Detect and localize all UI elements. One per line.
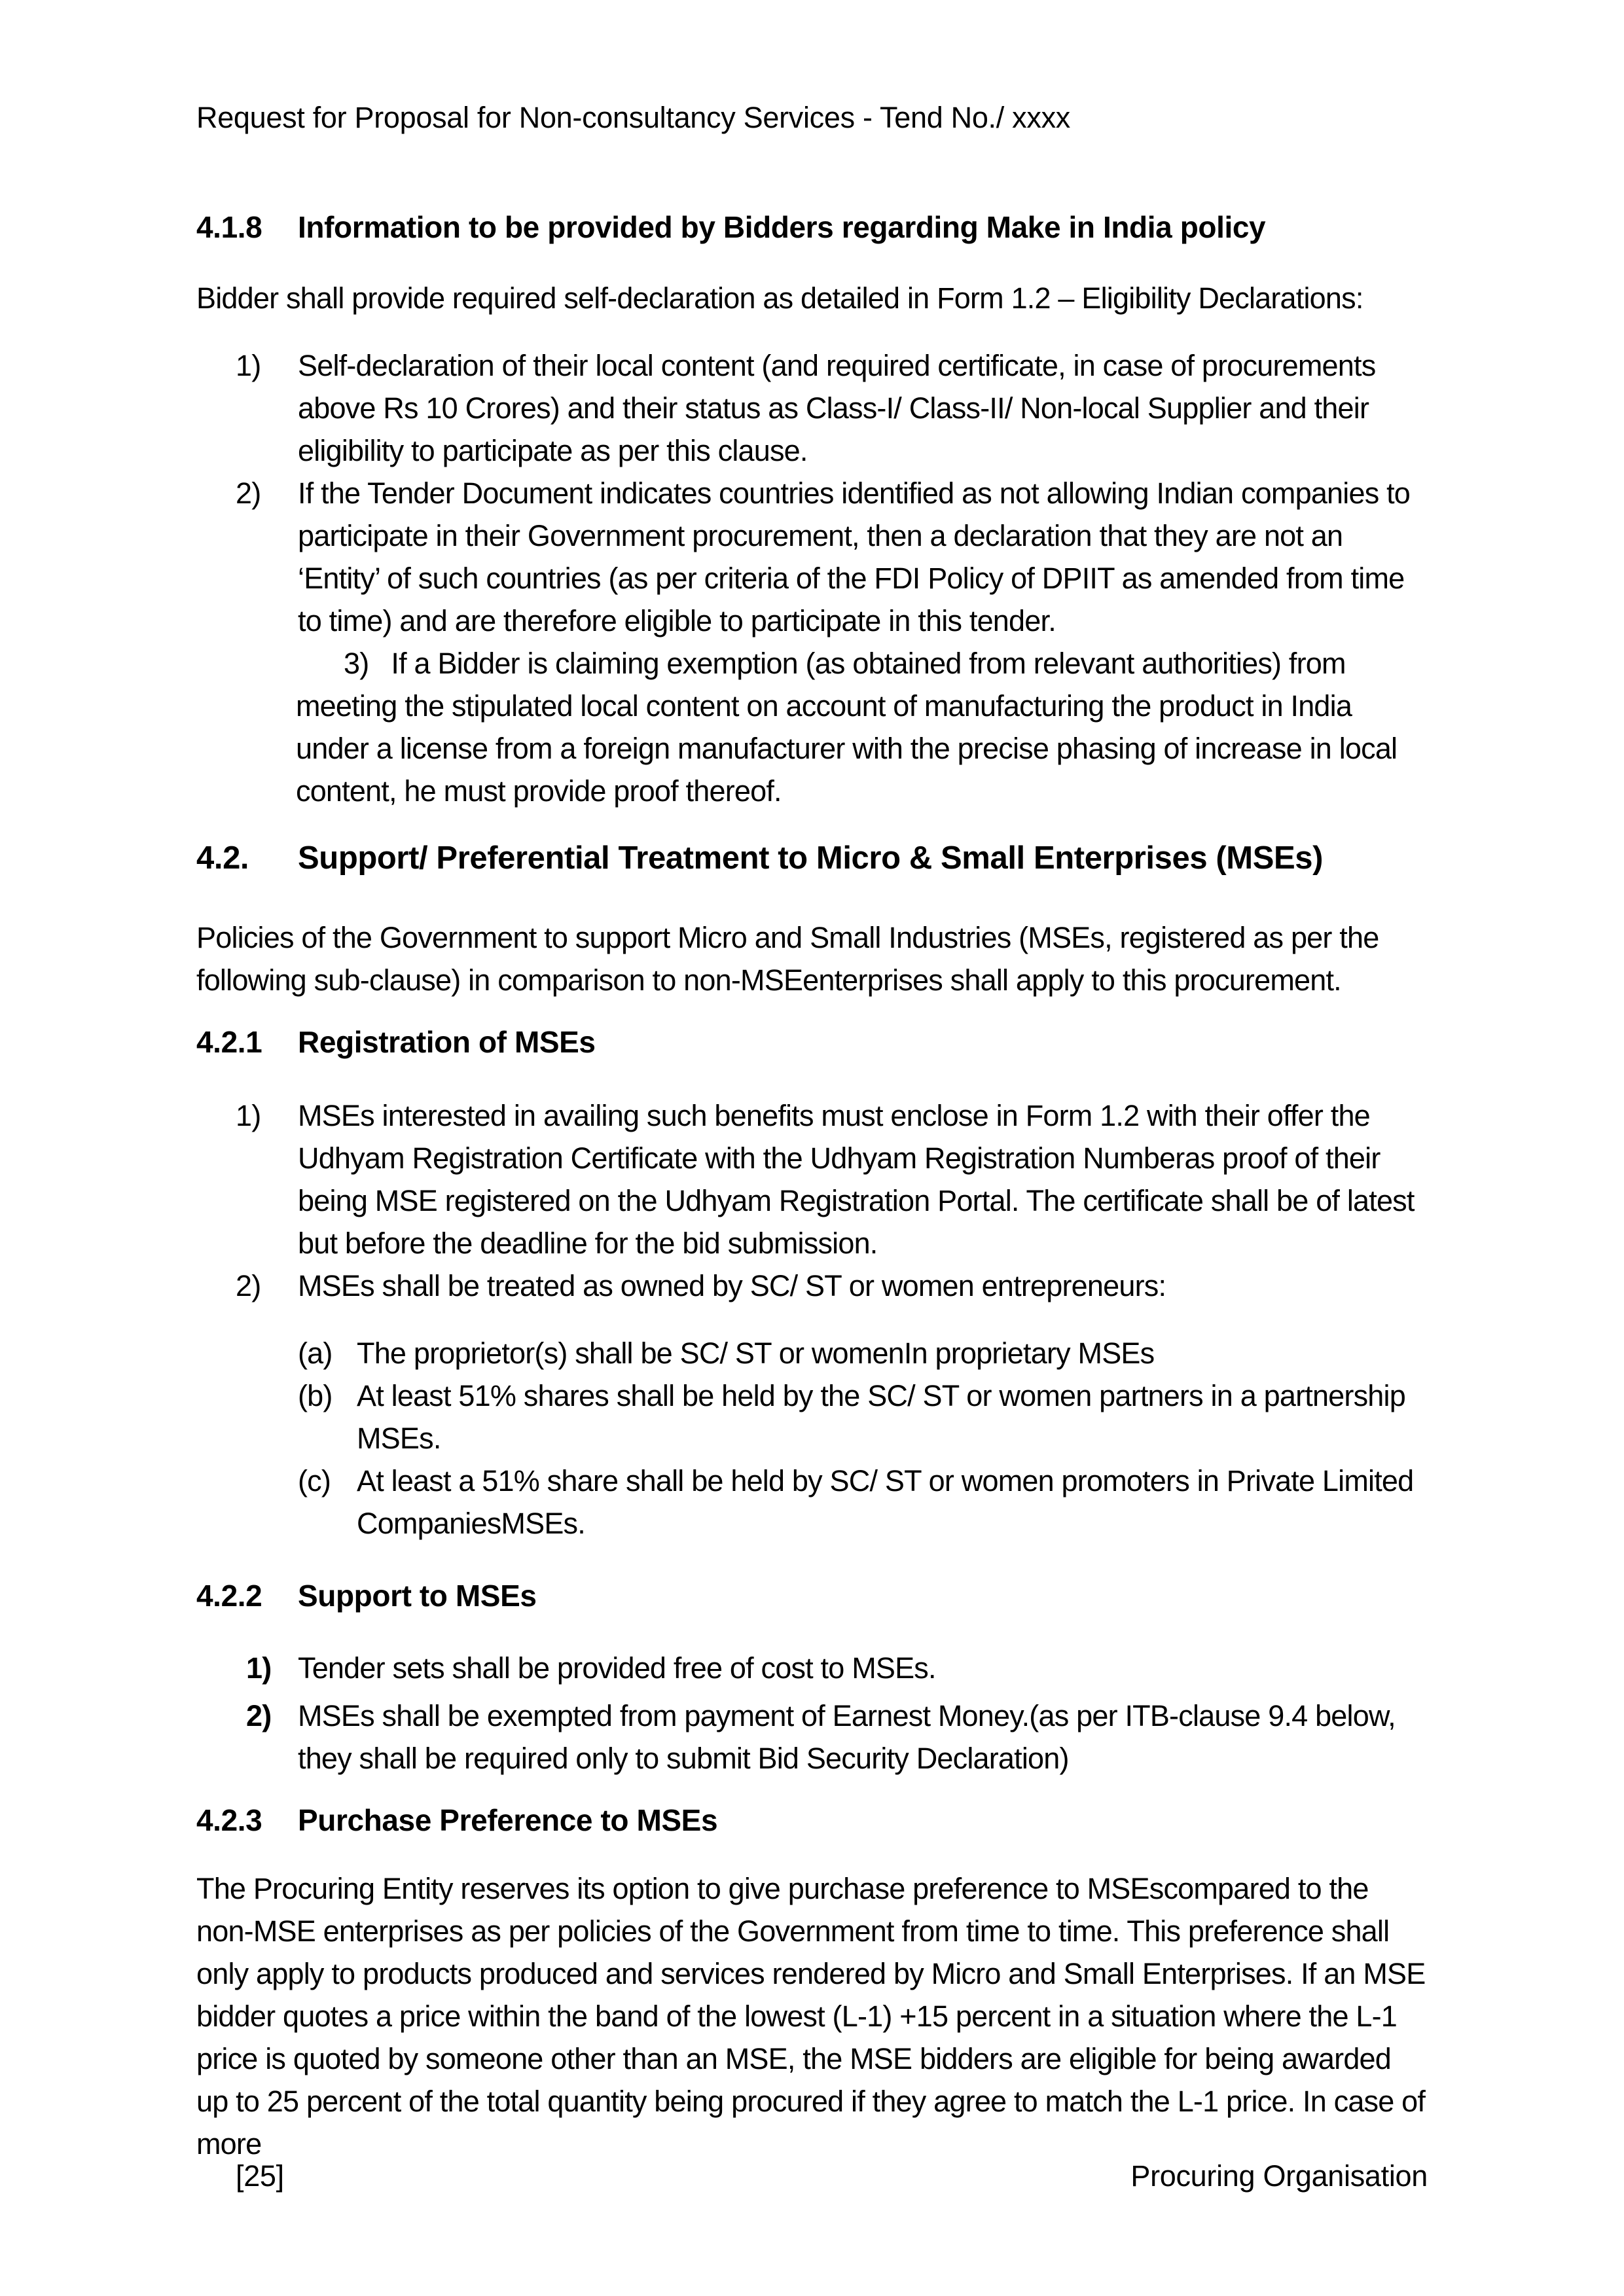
paragraph-42-intro: Policies of the Government to support Micro and Small Industries (MSEs, registered as per the following sub-clause) in comparison to non-MSEenterprises shall apply to this procurement. [196, 921, 1379, 997]
list-marker: 2) [236, 1269, 261, 1302]
section-heading-4-2-1 [196, 1021, 1428, 1064]
section-heading-4-1-8 [196, 206, 1428, 249]
page-number: [25] [236, 2159, 284, 2193]
list-item [196, 1647, 1428, 1689]
list-text: Self-declaration of their local content (and required certificate, in case of procurements above Rs 10 Crores) and their status as Class-I/ Class-II/ Non-local Supplier and their eligibility to participate as per this clause. [298, 349, 1376, 467]
paragraph-418-intro: Bidder shall provide required self-declaration as detailed in Form 1.2 – Eligibility Declarations: [196, 281, 1363, 315]
list-marker: 1) [246, 1651, 272, 1685]
list-text: Tender sets shall be provided free of cost to MSEs. [298, 1651, 936, 1685]
section-heading-4-2 [196, 835, 1428, 881]
list-421 [196, 1094, 1428, 1307]
list-418 [196, 344, 1428, 642]
section-heading-4-2-2 [196, 1575, 1428, 1617]
list-item [196, 472, 1428, 642]
page-footer [196, 2160, 1428, 2193]
list-marker: 1) [236, 349, 261, 382]
list-text: At least 51% shares shall be held by the SC/ ST or women partners in a partnership MSEs. [357, 1379, 1405, 1455]
section-number: 4.2. [196, 840, 249, 876]
list-marker: (b) [298, 1379, 333, 1412]
list-text: MSEs interested in availing such benefits must enclose in Form 1.2 with their offer the Udhyam Registration Certificate with the Udhyam Registration Numberas proof of their being MSE registered on the Udhyam Registration Portal. The certificate shall be of latest but before the deadline for the bid submission. [298, 1099, 1415, 1260]
section-heading-4-2-3 [196, 1799, 1428, 1842]
page-header: Request for Proposal for Non-consultancy Services - Tend No./ xxxx [196, 101, 1070, 134]
section-number: 4.2.3 [196, 1803, 262, 1837]
list-marker: 1) [236, 1099, 261, 1132]
section-number: 4.2.2 [196, 1579, 262, 1613]
list-item [196, 1265, 1428, 1307]
list-marker: 2) [236, 476, 261, 510]
list-marker: 3) [344, 647, 369, 680]
list-marker: (a) [298, 1336, 333, 1370]
footer-organisation: Procuring Organisation [1130, 2159, 1428, 2193]
section-title: Purchase Preference to MSEs [298, 1803, 718, 1837]
section-title: Information to be provided by Bidders regarding Make in India policy [298, 210, 1266, 244]
section-number: 4.2.1 [196, 1025, 262, 1059]
list-text: The proprietor(s) shall be SC/ ST or womenIn proprietary MSEs [357, 1336, 1155, 1370]
document-content [196, 0, 1428, 2165]
list-marker: (c) [298, 1464, 331, 1498]
list-text: MSEs shall be exempted from payment of Earnest Money.(as per ITB-clause 9.4 below, they shall be required only to submit Bid Security Declaration) [298, 1699, 1396, 1775]
list-item [196, 1094, 1428, 1265]
sublist-item [196, 1460, 1428, 1545]
section-title: Registration of MSEs [298, 1025, 596, 1059]
list-text: At least a 51% share shall be held by SC/ ST or women promoters in Private Limited CompaniesMSEs. [357, 1464, 1414, 1540]
sublist-item [196, 1332, 1428, 1374]
sublist-item [196, 1374, 1428, 1460]
list-item [196, 1695, 1428, 1780]
section-number: 4.1.8 [196, 210, 262, 244]
section-title: Support/ Preferential Treatment to Micro & Small Enterprises (MSEs) [298, 840, 1324, 876]
sublist-421 [196, 1332, 1428, 1545]
list-marker: 2) [246, 1699, 272, 1732]
list-item [196, 344, 1428, 472]
list-text: If a Bidder is claiming exemption (as obtained from relevant authorities) from meeting the stipulated local content on account of manufacturing the product in India under a license from a foreign manufacturer with the precise phasing of increase in local content, he must provide proof thereof. [296, 647, 1398, 808]
list-text: If the Tender Document indicates countries identified as not allowing Indian companies to participate in their Government procurement, then a declaration that they are not an ‘Entity’ of such countries (as per criteria of the FDI Policy of DPIIT as amended from time to time) and are therefore eligible to participate in this tender. [298, 476, 1411, 637]
paragraph-423-body: The Procuring Entity reserves its option to give purchase preference to MSEscompared to the non-MSE enterprises as per policies of the Government from time to time. This preference shall only apply to products produced and services rendered by Micro and Small Enterprises. If an MSE bidder quotes a price within the band of the lowest (L-1) +15 percent in a situation where the L-1 price is quoted by someone other than an MSE, the MSE bidders are eligible for being awarded up to 25 percent of the total quantity being procured if they agree to match the L-1 price. In case of more [196, 1872, 1426, 2161]
section-title: Support to MSEs [298, 1579, 537, 1613]
list-text: MSEs shall be treated as owned by SC/ ST or women entrepreneurs: [298, 1269, 1166, 1302]
list-422 [196, 1647, 1428, 1780]
list-item-3 [296, 642, 1428, 812]
